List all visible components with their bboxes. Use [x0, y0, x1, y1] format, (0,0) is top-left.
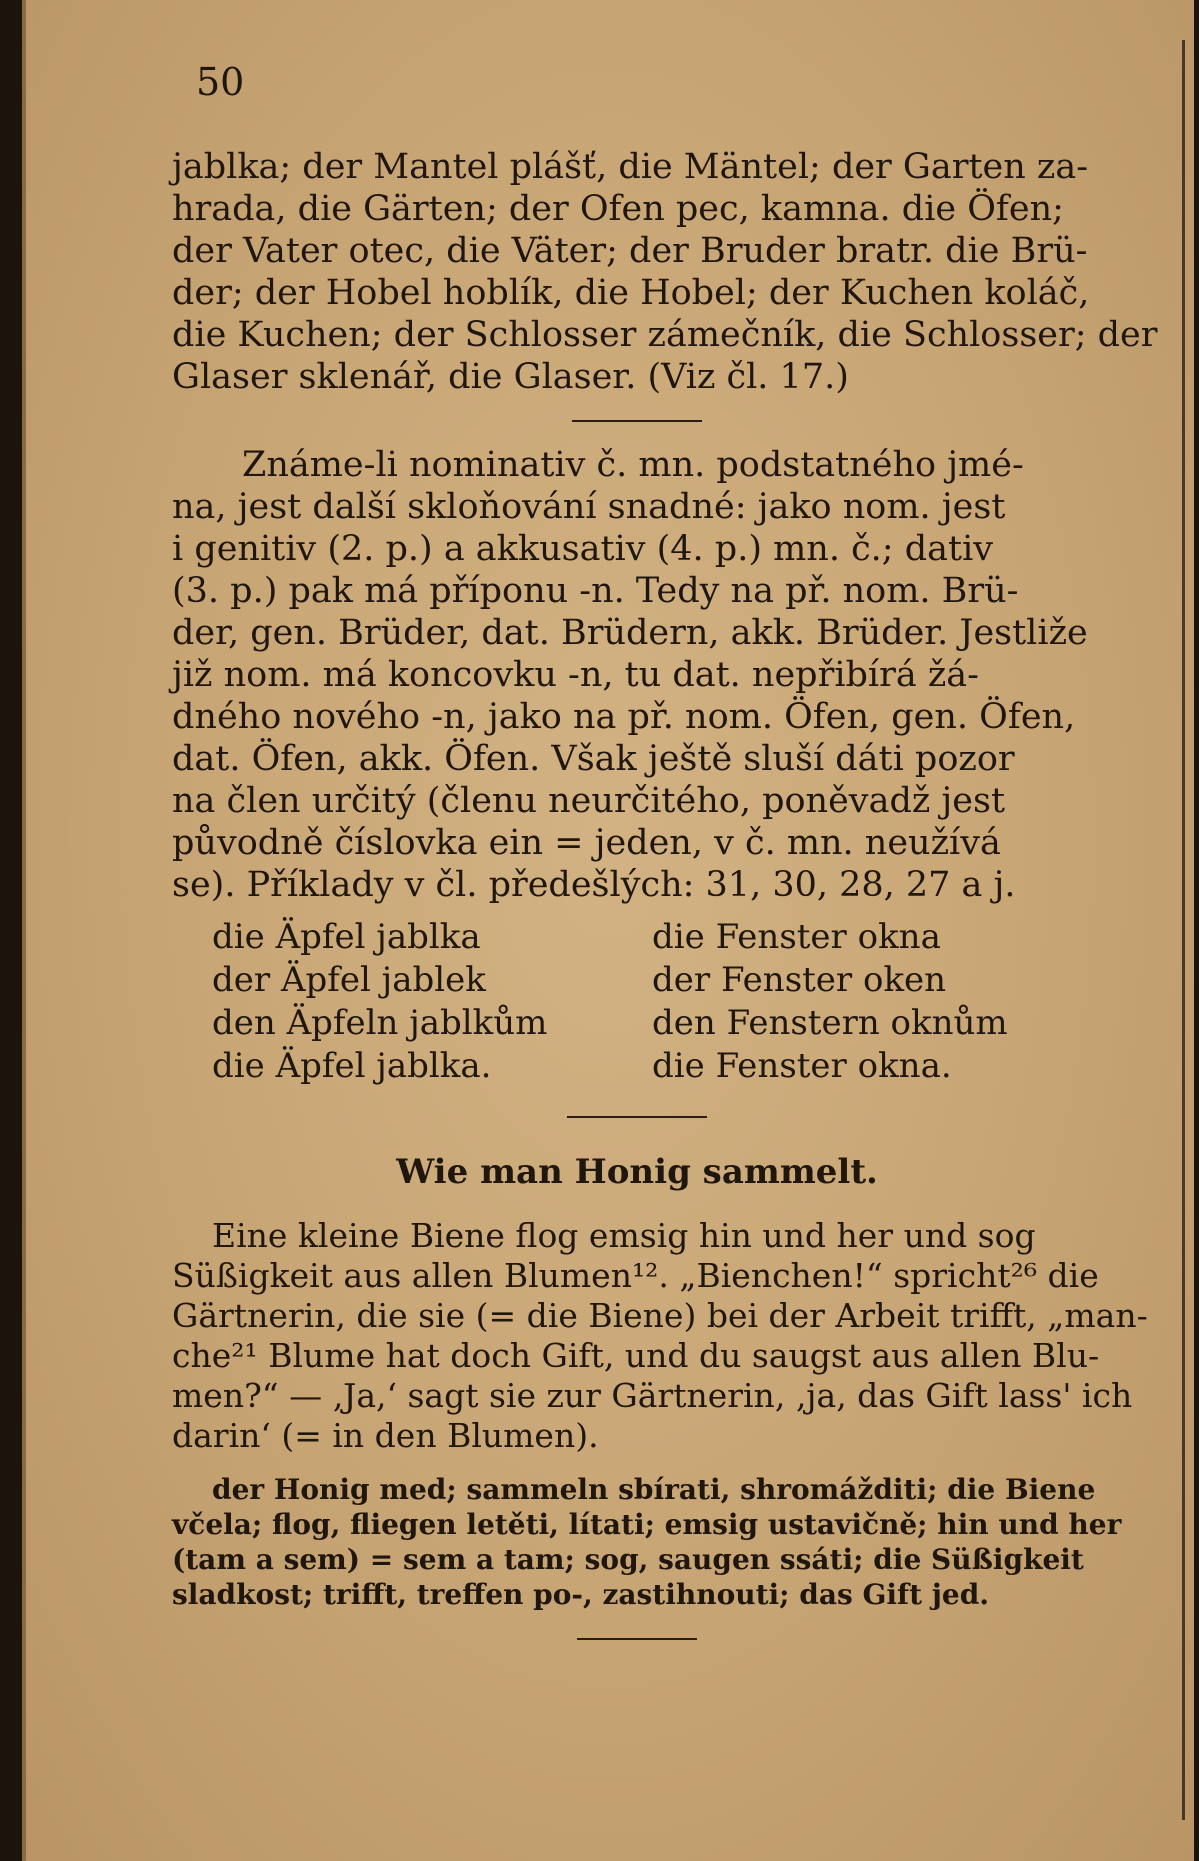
text-line: Známe-li nominativ č. mn. podstatného jmé- — [242, 445, 1024, 485]
text-line: již nom. má koncovku -n, tu dat. nepřibírá žá- — [172, 655, 979, 695]
book-page — [22, 0, 1194, 1861]
vocab-line: der Honig med; sammeln sbírati, shromážditi; die Biene — [212, 1473, 1096, 1506]
example-row: die Äpfel jablka. — [212, 1046, 492, 1086]
vocab-line: včela; flog, fliegen letěti, lítati; emsig ustavičně; hin und her — [172, 1508, 1122, 1541]
text-line: der Vater otec, die Väter; der Bruder bratr. die Brü- — [172, 231, 1088, 271]
section-divider — [572, 420, 702, 422]
page-edge — [22, 0, 26, 1861]
margin-rule — [1182, 40, 1185, 1820]
text-line: Süßigkeit aus allen Blumen¹². „Bienchen!“ spricht²⁶ die — [172, 1256, 1099, 1295]
text-line: se). Příklady v čl. předešlých: 31, 30, 28, 27 a j. — [172, 865, 1016, 905]
text-line: Glaser sklenář, die Glaser. (Viz čl. 17.) — [172, 357, 849, 397]
page-number: 50 — [196, 60, 245, 104]
text-line: původně číslovka ein = jeden, v č. mn. neužívá — [172, 823, 1001, 863]
vocabulary-notes — [172, 1472, 1122, 1612]
example-row: der Äpfel jablek — [212, 960, 486, 1000]
text-line: der, gen. Brüder, dat. Brüdern, akk. Brüder. Jestliže — [172, 613, 1088, 653]
text-line: dného nového -n, jako na př. nom. Öfen, gen. Öfen, — [172, 697, 1076, 737]
section-divider — [577, 1638, 697, 1640]
text-line: Gärtnerin, die sie (= die Biene) bei der Arbeit trifft, „man- — [172, 1296, 1148, 1335]
text-line: die Kuchen; der Schlosser zámečník, die Schlosser; der — [172, 315, 1158, 355]
text-line: der; der Hobel hoblík, die Hobel; der Kuchen koláč, — [172, 273, 1090, 313]
vocab-line: sladkost; trifft, treffen po-, zastihnouti; das Gift jed. — [172, 1578, 990, 1611]
declension-examples — [212, 916, 1102, 1088]
example-row: der Fenster oken — [652, 960, 947, 1000]
example-row: die Fenster okna. — [652, 1046, 952, 1086]
text-line: i genitiv (2. p.) a akkusativ (4. p.) mn. č.; dativ — [172, 529, 994, 569]
reading-paragraph — [172, 1216, 1148, 1456]
paragraph-plural-examples — [172, 146, 1158, 398]
page-content — [172, 60, 1158, 1662]
examples-column-left — [212, 916, 652, 1088]
text-line: men?“ — ‚Ja,‘ sagt sie zur Gärtnerin, ‚ja, das Gift lass' ich — [172, 1376, 1133, 1415]
examples-column-right — [652, 916, 1092, 1088]
example-row: den Fenstern oknům — [652, 1003, 1008, 1043]
text-line: Eine kleine Biene flog emsig hin und her und sog — [212, 1216, 1036, 1255]
text-line: (3. p.) pak má příponu -n. Tedy na př. nom. Brü- — [172, 571, 1019, 611]
text-line: jablka; der Mantel plášť, die Mäntel; der Garten za- — [172, 147, 1089, 187]
text-line: hrada, die Gärten; der Ofen pec, kamna. die Öfen; — [172, 189, 1064, 229]
text-line: na člen určitý (členu neurčitého, poněvadž jest — [172, 781, 1006, 821]
vocab-line: (tam a sem) = sem a tam; sog, saugen ssáti; die Süßigkeit — [172, 1543, 1084, 1576]
text-line: na, jest další skloňování snadné: jako nom. jest — [172, 487, 1006, 527]
section-divider — [567, 1116, 707, 1118]
text-line: che²¹ Blume hat doch Gift, und du saugst aus allen Blu- — [172, 1336, 1100, 1375]
text-line: darin‘ (= in den Blumen). — [172, 1416, 599, 1455]
text-line: dat. Öfen, akk. Öfen. Však ještě sluší dáti pozor — [172, 739, 1015, 779]
example-row: die Äpfel jablka — [212, 917, 481, 957]
reading-title: Wie man Honig sammelt. — [396, 1152, 878, 1192]
example-row: die Fenster okna — [652, 917, 941, 957]
paragraph-declension-rules — [172, 444, 1102, 906]
example-row: den Äpfeln jablkům — [212, 1003, 548, 1043]
